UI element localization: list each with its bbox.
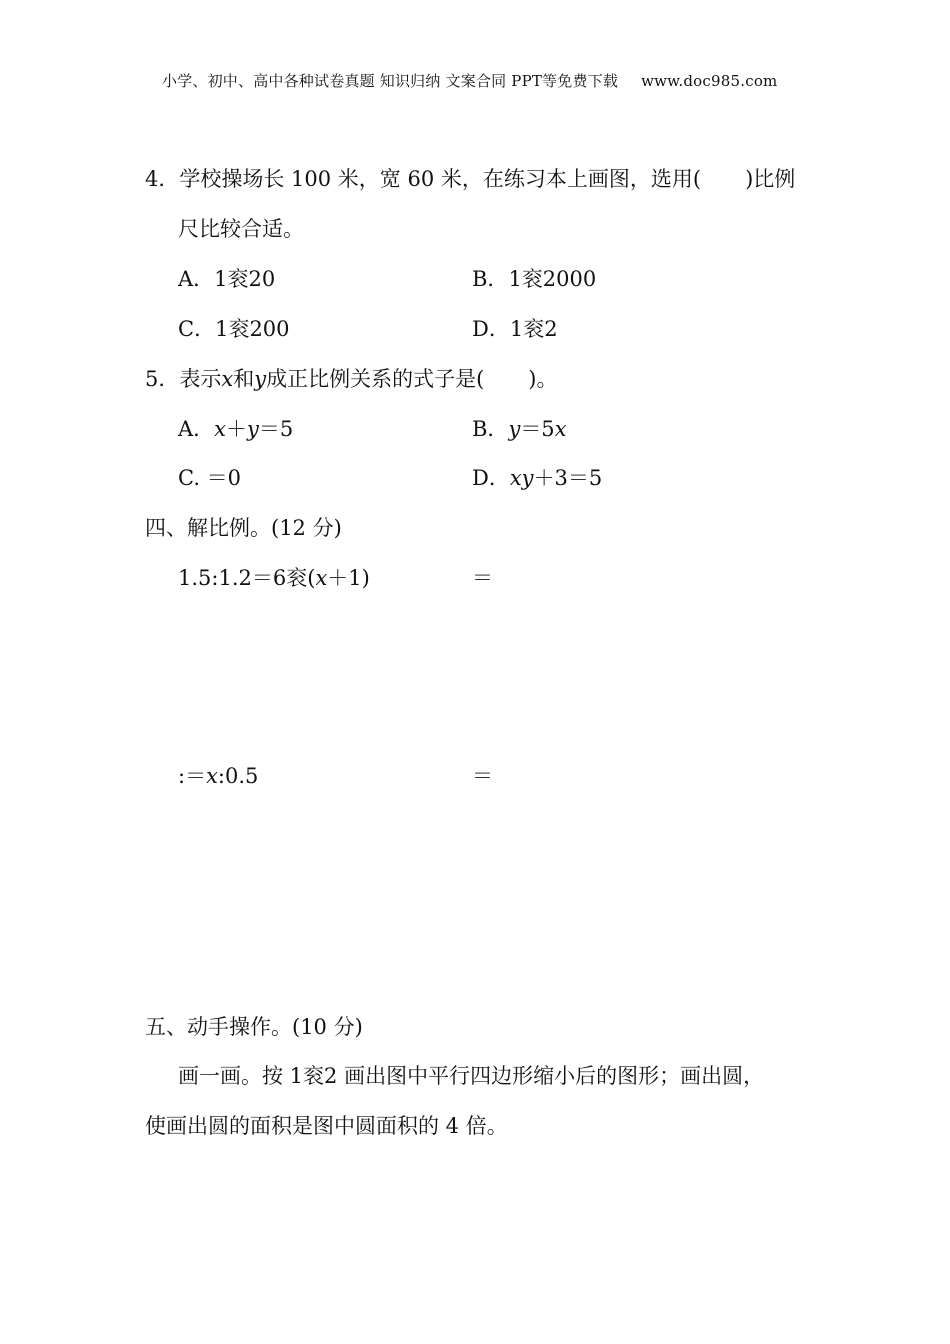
option-text: ＝5 [258,417,294,441]
option-key: B． [472,267,509,291]
option-text: 1衮2000 [508,267,597,291]
option-text: y [247,417,259,441]
option-text: ＋ [226,417,248,441]
question-4-stem-part2: )比例 [745,167,796,191]
question-4-number: 4． [145,167,180,191]
option-key: D． [472,317,510,341]
question-5-stem [145,363,558,393]
equation-2-placeholder: ＝ [472,566,493,590]
question-4-stem-line2: 尺比较合适。 [178,217,304,241]
equation-part: 1.5:1.2＝6衮( [178,566,316,590]
question-5-stem-part1: 表示 [179,367,222,391]
question-4-option-d [472,313,558,343]
option-text: x [554,417,567,441]
section-5-instruction-line2: 使画出圆的面积是图中圆面积的 4 倍。 [145,1114,508,1138]
question-5-option-c: C. ＝0 [178,466,242,490]
option-text: 1衮2 [509,317,558,341]
section-4-title: 四、解比例。(12 分) [145,516,342,540]
question-4-option-b [472,263,596,293]
question-4-stem-part1: 学校操场长 100 米，宽 60 米，在练习本上画图，选用( [179,167,702,191]
option-key: C． [178,317,216,341]
question-5-number: 5． [145,367,180,391]
question-4-option-c [178,313,290,343]
option-key: B． [472,417,509,441]
equation-part: ＋1) [327,566,370,590]
option-text: y [508,417,521,441]
option-key: A． [178,267,215,291]
option-text: x [214,417,227,441]
proportion-equation-1 [178,562,370,592]
proportion-equation-3 [178,760,258,790]
header-url: www.doc985.com [641,72,778,90]
variable-y: y [254,367,267,391]
header-text: 小学、初中、高中各种试卷真题 知识归纳 文案合同 PPT等免费下载 [162,72,619,90]
option-text: ＝5 [520,417,555,441]
question-5-option-a [178,413,293,443]
question-5-stem-part4: )。 [528,367,558,391]
section-5-instruction-line1: 画一画。按 1衮2 画出图中平行四边形缩小后的图形；画出圆， [178,1064,765,1088]
option-text: xy [509,466,534,490]
question-5-option-d [472,462,602,492]
option-key: D． [472,466,510,490]
option-key: A． [178,417,215,441]
option-text: 1衮20 [214,267,276,291]
equation-4-placeholder: ＝ [472,764,493,788]
question-5-stem-part3: 成正比例关系的式子是( [266,367,485,391]
equation-part: :＝ [178,764,207,788]
option-text: ＋3＝5 [533,466,603,490]
question-4-stem [145,163,795,193]
question-5-stem-part2: 和 [233,367,255,391]
question-5-option-b [472,413,567,443]
option-text: 1衮200 [215,317,290,341]
variable-x: x [315,566,328,590]
variable-x: x [206,764,218,788]
header-banner [162,70,777,91]
section-5-title: 五、动手操作。(10 分) [145,1015,363,1039]
equation-part: :0.5 [217,764,259,788]
variable-x: x [221,367,234,391]
question-4-option-a [178,263,275,293]
